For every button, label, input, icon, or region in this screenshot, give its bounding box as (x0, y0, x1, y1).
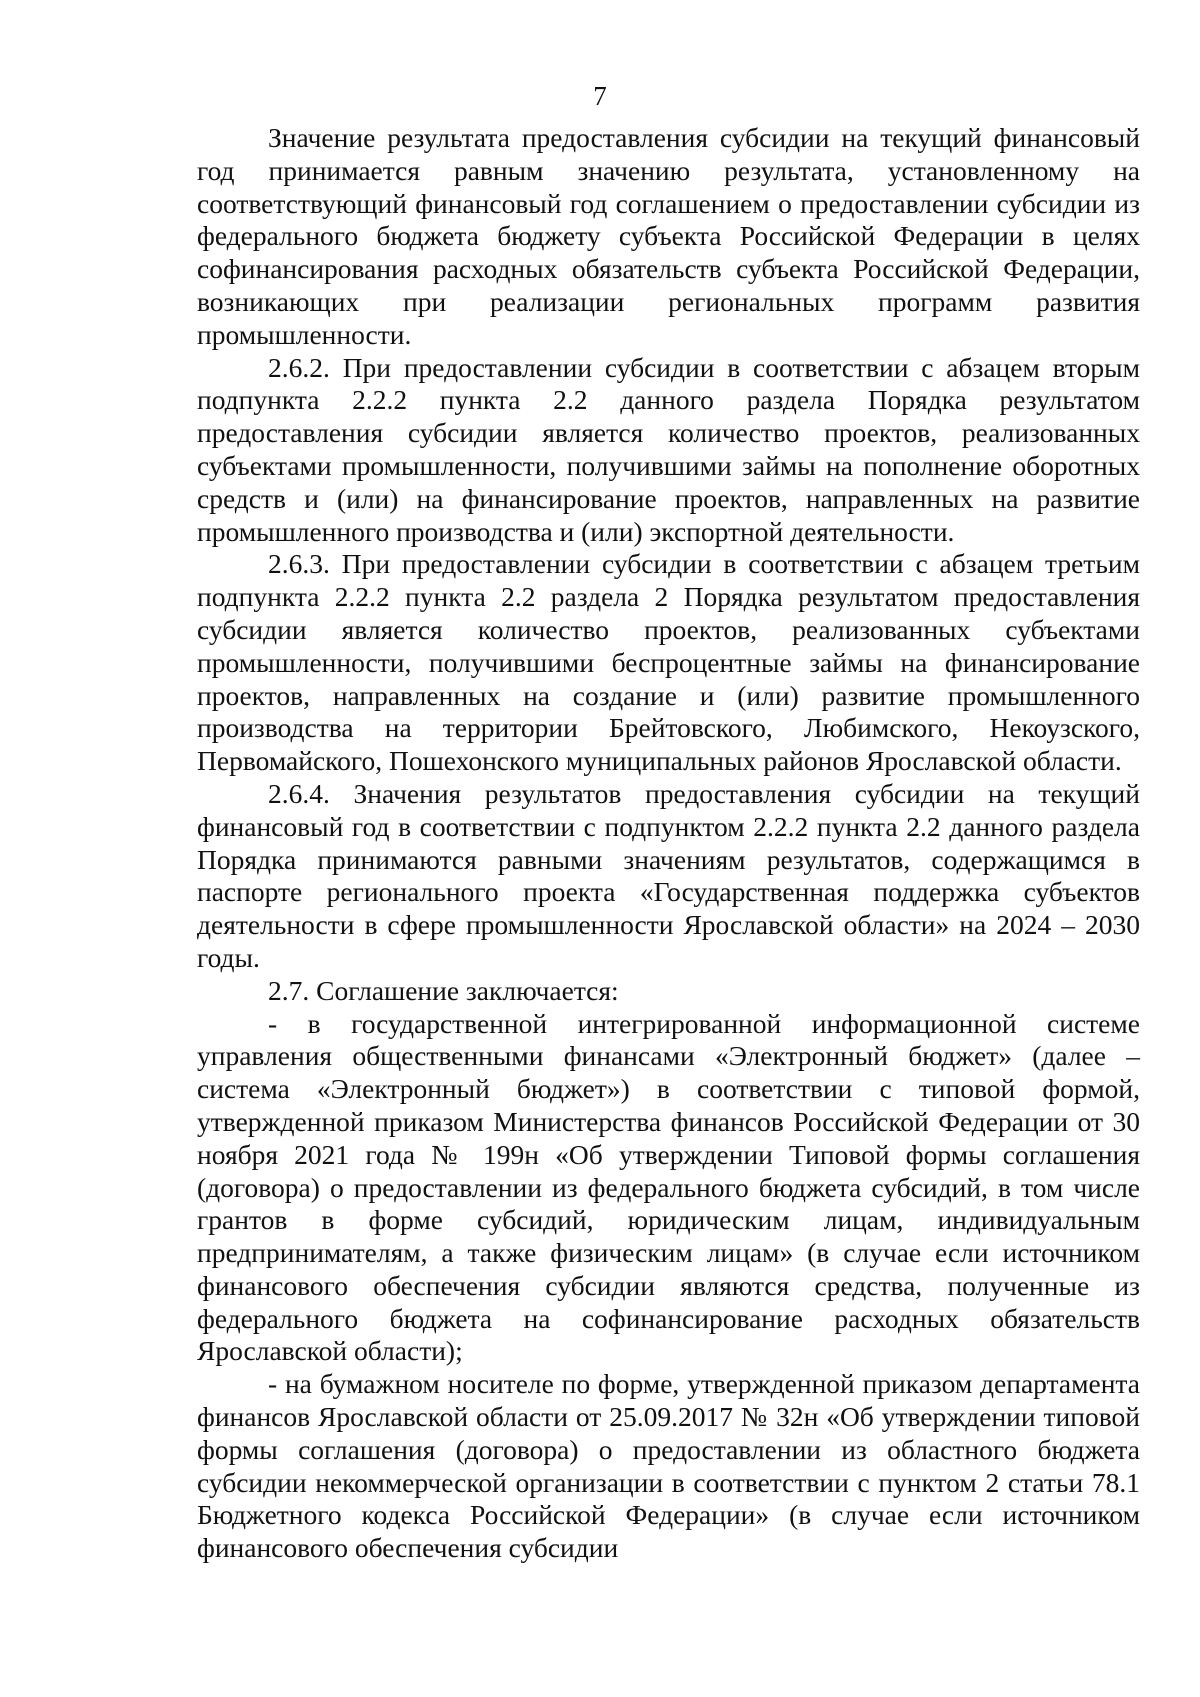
page-number: 7 (593, 81, 607, 111)
paragraph-2-6-4: 2.6.4. Значения результатов предоставления субсидии на текущий финансовый год в соответствии с подпунктом 2.2.2 пункта 2.2 данного раздела Порядка принимаются равными значениям результатов, содержащимся в паспорте регионального проекта «Государственная поддержка субъектов деятельности в сфере промышленности Ярославской области» на 2024 – 2030 годы. (197, 777, 1140, 973)
paragraph-2-6-3: 2.6.3. При предоставлении субсидии в соответствии с абзацем третьим подпункта 2.2.2 пункта 2.2 раздела 2 Порядка результатом предоставления субсидии является количество проектов, реализованных субъектами промышленности, получившими беспроцентные займы на финансирование проектов, направленных на создание и (или) развитие промышленного производства на территории Брейтовского, Любимского, Некоузского, Первомайского, Пошехонского муниципальных районов Ярославской области. (197, 548, 1140, 777)
paragraph-2-7: 2.7. Соглашение заключается: (268, 974, 619, 1006)
paragraph-2-6-2: 2.6.2. При предоставлении субсидии в соответствии с абзацем вторым подпункта 2.2.2 пункта 2.2 данного раздела Порядка результатом предоставления субсидии является количество проектов, реализованных субъектами промышленности, получившими займы на пополнение оборотных средств и (или) на финансирование проектов, направленных на развитие промышленного производства и (или) экспортной деятельности. (197, 351, 1140, 547)
document-body (197, 122, 1140, 1565)
paragraph-electronic-budget: - в государственной интегрированной информационной системе управления общественными финансами «Электронный бюджет» (далее – система «Электронный бюджет») в соответствии с типовой формой, утвержденной приказом Министерства финансов Российской Федерации от 30 ноября 2021 года № 199н «Об утверждении Типовой формы соглашения (договора) о предоставлении из федерального бюджета субсидий, в том числе грантов в форме субсидий, юридическим лицам, индивидуальным предпринимателям, а также физическим лицам» (в случае если источником финансового обеспечения субсидии являются средства, полученные из федерального бюджета на софинансирование расходных обязательств Ярославской области); (197, 1007, 1140, 1367)
paragraph-result-value: Значение результата предоставления субсидии на текущий финансовый год принимается равным значению результата, установленному на соответствующий финансовый год соглашением о предоставлении субсидии из федерального бюджета бюджету субъекта Российской Федерации в целях софинансирования расходных обязательств субъекта Российской Федерации, возникающих при реализации региональных программ развития промышленности. (197, 122, 1140, 350)
paragraph-paper-form: - на бумажном носителе по форме, утвержденной приказом департамента финансов Ярославской области от 25.09.2017 № 32н «Об утверждении типовой формы соглашения (договора) о предоставлении из областного бюджета субсидии некоммерческой организации в соответствии с пунктом 2 статьи 78.1 Бюджетного кодекса Российской Федерации» (в случае если источником финансового обеспечения субсидии (197, 1368, 1140, 1564)
